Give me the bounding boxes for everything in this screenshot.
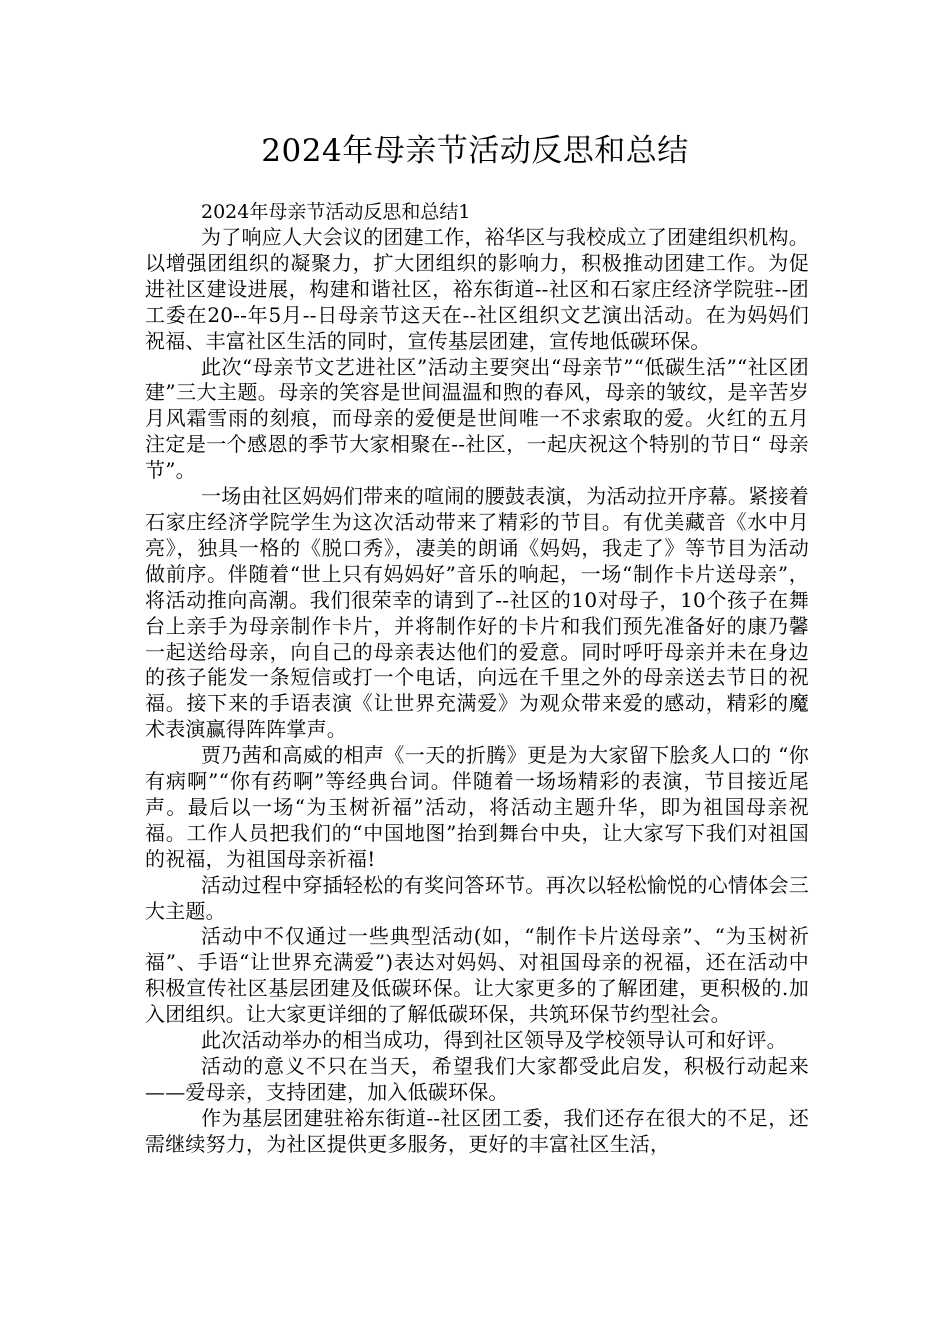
document-title: 2024年母亲节活动反思和总结 [261, 133, 689, 169]
paragraph: 一场由社区妈妈们带来的喧闹的腰鼓表演，为活动拉开序幕。紧接着石家庄经济学院学生为这次活动带来了精彩的节目。有优美藏音《水中月亮》，独具一格的《脱口秀》，凄美的朗诵《妈妈，我走了》等节目为活动做前序。伴随着“世上只有妈妈好”音乐的响起，一场“制作卡片送母亲”，将活动推向高潮。我们很荣幸的请到了--社区的10对母子，10个孩子在舞台上亲手为母亲制作卡片，并将制作好的卡片和我们预先准备好的康乃馨一起送给母亲，向自己的母亲表达他们的爱意。同时呼吁母亲并未在身边的孩子能发一条短信或打一个电话，向远在千里之外的母亲送去节日的祝福。接下来的手语表演《让世界充满爱》为观众带来爱的感动，精彩的魔术表演赢得阵阵掌声。 [145, 484, 809, 742]
paragraph: 作为基层团建驻裕东街道--社区团工委，我们还存在很大的不足，还需继续努力，为社区提供更多服务，更好的丰富社区生活， [145, 1105, 809, 1156]
paragraph: 此次“母亲节文艺进社区”活动主要突出“母亲节”“低碳生活”“社区团建”三大主题。母亲的笑容是世间温温和煦的春风，母亲的皱纹，是辛苦岁月风霜雪雨的刻痕，而母亲的爱便是世间唯一不求索取的爱。火红的五月 注定是一个感恩的季节大家相聚在--社区，一起庆祝这个特别的节日“ 母亲节”。 [145, 354, 809, 483]
paragraph: 贾乃茜和高威的相声《一天的折腾》更是为大家留下脍炙人口的 “你有病啊”“你有药啊”等经典台词。伴随着一场场精彩的表演，节目接近尾声。最后以一场“为玉树祈福”活动，将活动主题升华，即为祖国母亲祝福。工作人员把我们的“中国地图”抬到舞台中央，让大家写下我们对祖国的祝福，为祖国母亲祈福! [145, 743, 809, 871]
paragraph: 为了响应人大会议的团建工作，裕华区与我校成立了团建组织机构。以增强团组织的凝聚力，扩大团组织的影响力，积极推动团建工作。为促进社区建设进展，构建和谐社区，裕东街道--社区和石家庄经济学院驻--团工委在20--年5月--日母亲节这天在--社区组织文艺演出活动。在为妈妈们祝福、丰富社区生活的同时，宣传基层团建，宣传地低碳环保。 [145, 225, 809, 353]
paragraph: 活动的意义不只在当天，希望我们大家都受此启发，积极行动起来——爱母亲，支持团建，加入低碳环保。 [145, 1054, 809, 1104]
document-body [145, 200, 809, 1158]
paragraph: 活动过程中穿插轻松的有奖问答环节。再次以轻松愉悦的心情体会三大主题。 [145, 872, 809, 923]
paragraph: 活动中不仅通过一些典型活动(如，“制作卡片送母亲”、“为玉树祈福”、手语“让世界充满爱”)表达对妈妈、对祖国母亲的祝福，还在活动中积极宣传社区基层团建及低碳环保。让大家更多的了解团建，更积极的.加入团组织。让大家更详细的了解低碳环保，共筑环保节约型社会。 [145, 924, 809, 1027]
paragraph: 此次活动举办的相当成功，得到社区领导及学校领导认可和好评。 [201, 1028, 787, 1053]
section-heading: 2024年母亲节活动反思和总结1 [201, 201, 471, 223]
